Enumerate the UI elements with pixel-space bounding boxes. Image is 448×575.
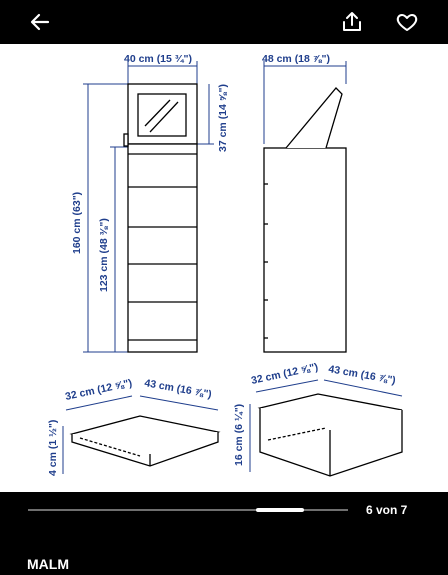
dimension-body-height: 123 cm (48 ⅜") — [98, 218, 110, 292]
product-name: MALM — [27, 556, 69, 572]
heart-icon[interactable] — [389, 4, 425, 40]
dimension-small-drawer-width: 32 cm (12 ⅝") — [64, 377, 134, 403]
small-drawer-drawing — [72, 416, 218, 466]
arrow-left-icon[interactable] — [22, 4, 58, 40]
dimension-small-drawer-depth: 43 cm (16 ⅞") — [143, 377, 213, 401]
dimension-mirror-height: 37 cm (14 ⅝") — [217, 83, 229, 152]
dimension-total-height: 160 cm (63") — [71, 191, 83, 254]
dimension-large-drawer-depth: 43 cm (16 ⅞") — [327, 363, 397, 387]
dimension-front-width: 40 cm (15 ¾") — [124, 53, 193, 65]
gallery-progress-thumb[interactable] — [256, 508, 304, 512]
dimension-side-depth: 48 cm (18 ⅞") — [262, 53, 331, 65]
share-icon[interactable] — [334, 4, 370, 40]
dimension-large-drawer-height: 16 cm (6 ¼") — [233, 403, 245, 466]
gallery-footer — [0, 492, 448, 575]
dimension-large-drawer-width: 32 cm (12 ⅝") — [250, 361, 320, 387]
dresser-side-view — [264, 88, 346, 352]
dresser-front-view — [124, 84, 197, 352]
product-dimension-drawing[interactable] — [0, 44, 448, 492]
gallery-counter: 6 von 7 — [366, 503, 408, 517]
dimension-small-drawer-height: 4 cm (1 ½") — [47, 419, 59, 476]
large-drawer-drawing — [260, 394, 402, 476]
top-toolbar — [0, 0, 448, 44]
